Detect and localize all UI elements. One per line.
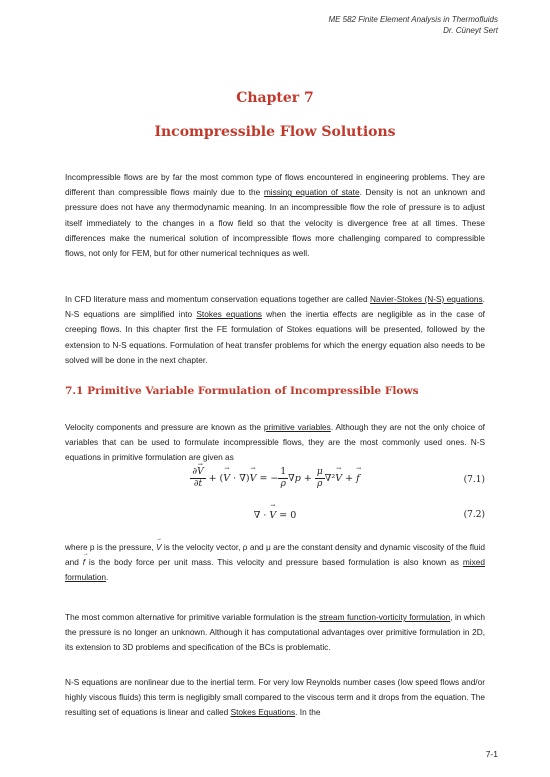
paragraph-intro (65, 170, 485, 261)
text: . In the (295, 707, 321, 718)
paragraph-ns (65, 292, 485, 368)
equation-body: ∇ · → V = 0 (65, 510, 485, 521)
text: . Density is not an unknown and pressure does not have any thermodynamic meaning. In an incompressible flow the role of pressure is to adjust itself immediately to the changes in a flow field so that the velocity is divergence free at all times. These differences make the numerical solution of incompressible flows more challenging compared to compressible flows, not only for FEM, but for other numerical techniques as well. (65, 187, 485, 259)
text: N-S equations are nonlinear due to the inertial term. For very low Reynolds number cases (low speed flows and/or highly viscous fluids) this term is negligibly small compared to the viscous term and it drops from the equation. The resulting set of equations is linear and called (65, 677, 485, 718)
text: . N-S equations are simplified into (65, 294, 485, 320)
text: where p is the pressure, (65, 542, 156, 552)
section-heading: 7.1 Primitive Variable Formulation of Incompressible Flows (65, 385, 419, 397)
text: In CFD literature mass and momentum conservation equations together are called (65, 294, 370, 304)
paragraph-primitive (65, 420, 485, 466)
text: Incompressible flows are by far the most common type of flows encountered in engineering problems. They are different than compressible flows mainly due to the (65, 172, 485, 198)
text: , in which the pressure is no longer an unknown. Although it has computational advantages over primitive formulation in 2D, its extension to 3D problems and specification of the BCs is problematic. (65, 612, 486, 653)
term-link: stream function-vorticity formulation (319, 612, 451, 622)
term-link: Stokes Equations (230, 707, 296, 718)
author: Dr. Cüneyt Sert (443, 26, 498, 35)
term-link: missing equation of state (263, 187, 360, 198)
text: when the inertia effects are negligible as in the case of creeping flows. In this chapter first the FE formulation of Stokes equations will be presented, followed by the extension to N-S equations. Formulation of heat transfer problems for which the energy equation also needs to be solved will be done in the next chapter. (65, 309, 485, 365)
text: The most common alternative for primitive variable formulation is the (65, 612, 320, 622)
term-link: primitive variables (263, 422, 331, 432)
equation-number: (7.2) (463, 510, 485, 520)
equation-number: (7.1) (463, 475, 485, 485)
equation-continuity (65, 506, 485, 536)
term-link: mixed formulation (65, 557, 485, 583)
text: . Although they are not the only choice of variables that can be used to formulate incompressible flows, they are the most commonly used ones. N-S equations in primitive formulation are given as (65, 422, 485, 463)
text: is the body force per unit mass. This velocity and pressure based formulation is also known as (85, 557, 463, 568)
equation-momentum (65, 467, 485, 497)
term-link: Stokes equations (196, 309, 262, 320)
equation-body: $\frac{\partial\to V}{\partial t}$ + (→ V · ∇)→ V = − $\frac{1}{\rho}$ ∇p + $\frac{\mu}{\rho}$ ∇²→ V + → f (65, 467, 485, 490)
chapter-title: Incompressible Flow Solutions (154, 124, 396, 140)
text: is the velocity vector, ρ and μ are the constant density and dynamic viscosity of the fluid and (65, 542, 485, 568)
text: . (106, 572, 109, 583)
paragraph-where (65, 540, 485, 586)
course-title: ME 582 Finite Element Analysis in Thermofluids (328, 15, 498, 24)
text: Velocity components and pressure are known as the (65, 422, 264, 432)
term-link: Navier-Stokes (N-S) equations (369, 294, 483, 304)
velocity-symbol: → V (156, 540, 162, 555)
running-header (328, 14, 498, 36)
chapter-heading: Chapter 7 (236, 90, 314, 106)
page-number: 7-1 (485, 749, 498, 759)
force-symbol: → f (83, 555, 85, 570)
paragraph-stokes (65, 675, 485, 721)
paragraph-streamfunction (65, 610, 485, 656)
